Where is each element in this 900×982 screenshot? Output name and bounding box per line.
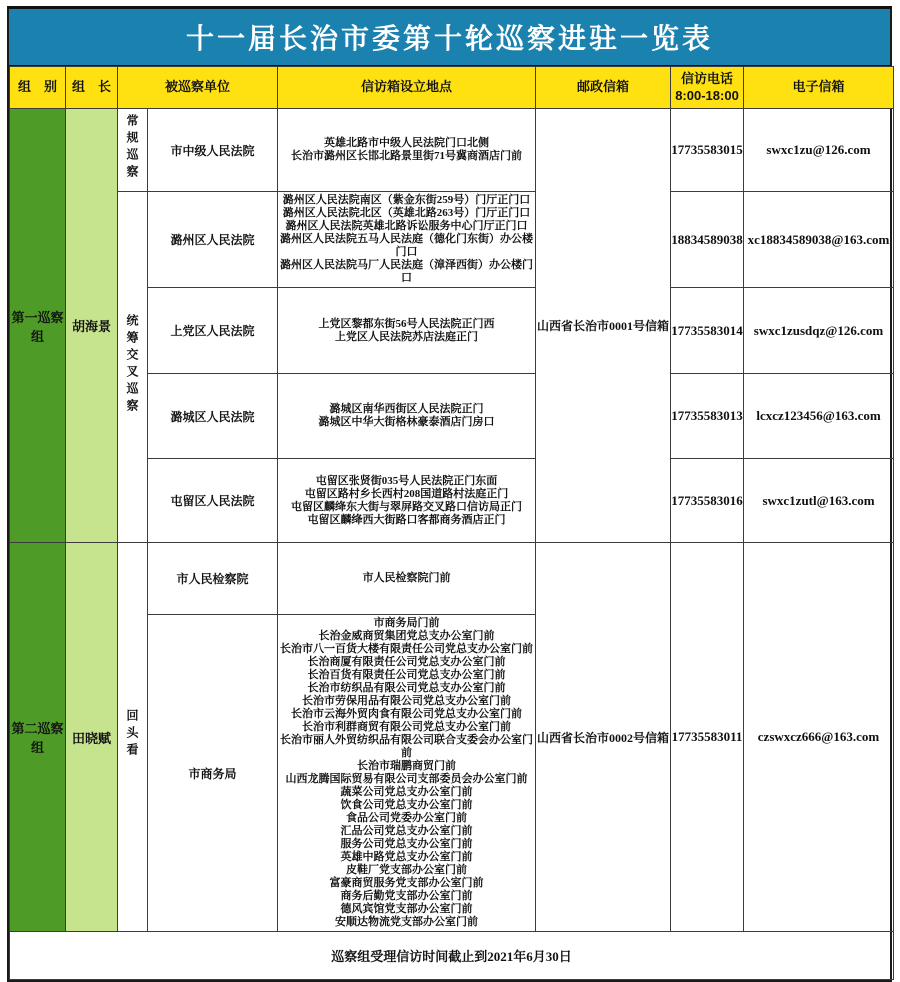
- mode-cell: [118, 109, 148, 192]
- phone-cell: 17735583011: [671, 543, 744, 932]
- phone-cell: 17735583016: [671, 459, 744, 543]
- header-cell-phone: [671, 67, 744, 109]
- group-name-cell: 第二巡察组: [10, 543, 66, 932]
- unit-cell: 上党区人民法院: [148, 288, 278, 374]
- location-line: 德风宾馆党支部办公室门前: [340, 903, 473, 915]
- table-row: [10, 543, 894, 615]
- group-name-cell: 第一巡察组: [10, 109, 66, 543]
- email-cell: czswxcz666@163.com: [744, 543, 894, 932]
- table-frame: [7, 6, 892, 982]
- phone-cell: 18834589038: [671, 192, 744, 288]
- mode-cell: [118, 192, 148, 543]
- location-line: 饮食公司党总支办公室门前: [340, 799, 473, 811]
- location-line: 上党区人民法院苏店法庭正门: [335, 330, 479, 343]
- location-line: 屯留区麟绛东大街与翠屏路交叉路口信访局正门: [291, 500, 523, 513]
- footer-note: 巡察组受理信访时间截止到2021年6月30日: [10, 932, 894, 980]
- location-line: 皮鞋厂党支部办公室门前: [346, 864, 468, 876]
- header-cell-location: 信访箱设立地点: [278, 67, 536, 109]
- location-line: 上党区黎都东街56号人民法院正门西: [318, 317, 495, 330]
- email-cell: xc18834589038@163.com: [744, 192, 894, 288]
- locations-cell: [278, 109, 536, 192]
- location-line: 长治市潞州区长邯北路景里街71号冀商酒店门前: [291, 150, 523, 162]
- postal-cell: 山西省长治市0002号信箱: [536, 543, 671, 932]
- header-cell-group: 组 别: [10, 67, 66, 109]
- location-line: 山西龙腾国际贸易有限公司支部委员会办公室门前: [285, 773, 528, 785]
- email-cell: lcxcz123456@163.com: [744, 374, 894, 459]
- location-line: 长治市八一百货大楼有限责任公司党总支办公室门前: [280, 643, 534, 655]
- location-line: 潞州区人民法院英雄北路诉讼服务中心门厅正门口: [285, 220, 528, 232]
- postal-cell: 山西省长治市0001号信箱: [536, 109, 671, 543]
- unit-cell: 潞城区人民法院: [148, 374, 278, 459]
- location-line: 屯留区麟绛西大街路口客都商务酒店正门: [307, 513, 506, 526]
- leader-cell: 胡海景: [66, 109, 118, 543]
- location-line: 潞城区南华西街区人民法院正门: [329, 403, 484, 415]
- locations-cell: [278, 192, 536, 288]
- phone-cell: 17735583015: [671, 109, 744, 192]
- locations-cell: [278, 459, 536, 543]
- location-line: 服务公司党总支办公室门前: [340, 838, 473, 850]
- location-line: 汇品公司党总支办公室门前: [340, 825, 473, 837]
- header-phone-label: 信访电话: [681, 71, 734, 87]
- title-bar: [9, 9, 890, 66]
- location-line: 潞州区人民法院马厂人民法庭（漳泽西街）办公楼门口: [280, 259, 534, 284]
- header-cell-unit: 被巡察单位: [118, 67, 278, 109]
- location-line: 潞城区中华大街格林豪泰酒店门房口: [318, 416, 495, 428]
- header-cell-leader: 组 长: [66, 67, 118, 109]
- header-cell-email: 电子信箱: [744, 67, 894, 109]
- location-line: 长治百货有限责任公司党总支办公室门前: [307, 669, 506, 681]
- unit-cell: 潞州区人民法院: [148, 192, 278, 288]
- unit-cell: 市人民检察院: [148, 543, 278, 615]
- location-line: 长治商厦有限责任公司党总支办公室门前: [307, 656, 506, 668]
- inspection-table: [9, 66, 894, 980]
- footer-row: [10, 932, 894, 980]
- mode-label: 统筹交叉巡察: [125, 313, 139, 416]
- email-cell: swxc1zusdqz@126.com: [744, 288, 894, 374]
- mode-cell: [118, 543, 148, 932]
- header-cell-postal: 邮政信箱: [536, 67, 671, 109]
- location-line: 潞州区人民法院北区（英雄北路263号）门厅正门口: [282, 207, 531, 219]
- email-cell: swxc1zu@126.com: [744, 109, 894, 192]
- locations-cell: [278, 615, 536, 932]
- location-line: 屯留区路村乡长西村208国道路村法庭正门: [304, 487, 509, 500]
- email-cell: swxc1zutl@163.com: [744, 459, 894, 543]
- locations-cell: [278, 374, 536, 459]
- mode-label: 常规巡察: [125, 113, 139, 182]
- page-title: 十一届长治市委第十轮巡察进驻一览表: [185, 23, 713, 54]
- location-line: 潞州区人民法院五马人民法庭（德化门东街）办公楼门口: [280, 233, 534, 258]
- location-line: 商务后勤党支部办公室门前: [340, 890, 473, 902]
- location-line: 长治市瑞鹏商贸门前: [357, 760, 457, 772]
- location-line: 蔬菜公司党总支办公室门前: [340, 786, 473, 798]
- locations-cell: [278, 288, 536, 374]
- location-line: 市人民检察院门前: [362, 572, 451, 584]
- location-line: 安顺达物流党支部办公室门前: [335, 916, 479, 928]
- location-line: 长治市劳保用品有限公司党总支办公室门前: [302, 695, 512, 707]
- phone-cell: 17735583014: [671, 288, 744, 374]
- location-line: 富豪商贸服务党支部办公室门前: [329, 877, 484, 889]
- location-line: 长治市纺织品有限公司党总支办公室门前: [307, 682, 506, 694]
- header-row: [10, 67, 894, 109]
- location-line: 食品公司党委办公室门前: [346, 812, 468, 824]
- header-phone-hours: 8:00-18:00: [675, 87, 739, 103]
- unit-cell: 市中级人民法院: [148, 109, 278, 192]
- location-line: 长治市云海外贸肉食有限公司党总支办公室门前: [291, 708, 523, 720]
- location-line: 长治市丽人外贸纺织品有限公司联合支委会办公室门前: [280, 734, 534, 759]
- locations-cell: [278, 543, 536, 615]
- mode-label: 回头看: [125, 709, 139, 760]
- unit-cell: 市商务局: [148, 615, 278, 932]
- location-line: 屯留区张贤街035号人民法院正门东面: [315, 474, 498, 487]
- table-row: [10, 109, 894, 192]
- unit-cell: 屯留区人民法院: [148, 459, 278, 543]
- location-line: 市商务局门前: [373, 617, 440, 629]
- location-line: 潞州区人民法院南区（紫金东街259号）门厅正门口: [282, 194, 531, 206]
- location-line: 长治市利群商贸有限公司党总支办公室门前: [302, 721, 512, 733]
- table-row: [10, 192, 894, 288]
- location-line: 英雄中路党总支办公室门前: [340, 851, 473, 863]
- location-line: 英雄北路市中级人民法院门口北侧: [324, 137, 490, 149]
- location-line: 长治金威商贸集团党总支办公室门前: [318, 630, 495, 642]
- phone-cell: 17735583013: [671, 374, 744, 459]
- leader-cell: 田晓赋: [66, 543, 118, 932]
